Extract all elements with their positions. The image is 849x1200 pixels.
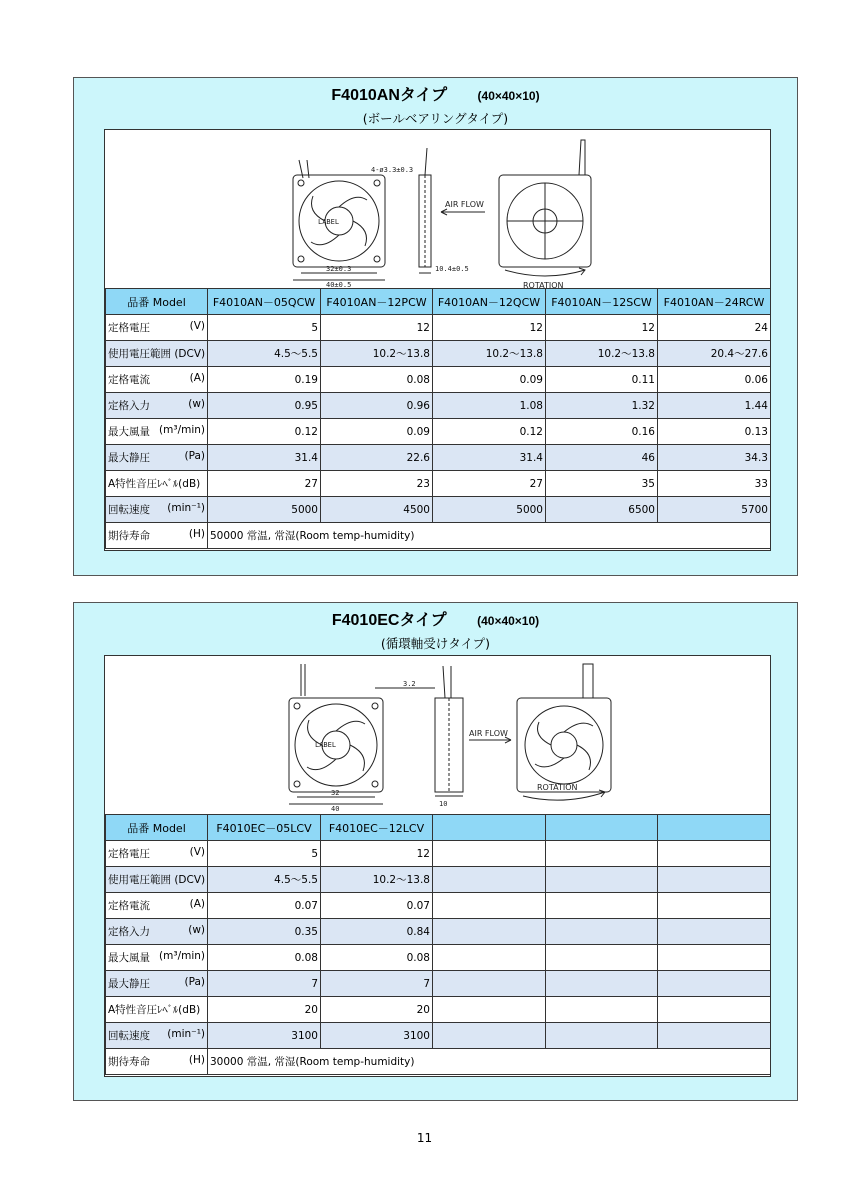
spec-value: 31.4: [208, 445, 321, 471]
fan-back-view: [517, 664, 611, 800]
spec-value: [546, 997, 658, 1023]
spec-value: [658, 971, 771, 997]
max-static-pressure-row: [106, 971, 771, 997]
model-name: F4010EC－05LCV: [208, 815, 321, 841]
voltage-range-row: [106, 867, 771, 893]
product-panel-f4010an: [73, 77, 798, 576]
spec-value: 5000: [208, 497, 321, 523]
spec-value: 12: [546, 315, 658, 341]
max-airflow-row: [106, 419, 771, 445]
model-name: [546, 815, 658, 841]
spec-value: 35: [546, 471, 658, 497]
spec-table: [105, 814, 771, 1075]
thickness-label: 10: [439, 800, 448, 808]
model-header-row: [106, 289, 771, 315]
spec-value: 5: [208, 315, 321, 341]
spec-value: 10.2～13.8: [321, 867, 433, 893]
spec-value: 0.12: [433, 419, 546, 445]
fan-label-text: LABEL: [315, 741, 337, 749]
spec-value: 0.13: [658, 419, 771, 445]
spec-value: [658, 1023, 771, 1049]
model-name: F4010AN－12SCW: [546, 289, 658, 315]
fan-size-label: 40: [331, 805, 340, 813]
row-label: 定格入力 (w): [106, 919, 208, 945]
spec-value: 0.07: [321, 893, 433, 919]
rated-input-row: [106, 919, 771, 945]
spec-value: 23: [321, 471, 433, 497]
spec-value: 20: [321, 997, 433, 1023]
rated-voltage-row: [106, 841, 771, 867]
spec-value: [546, 919, 658, 945]
spec-value: [658, 893, 771, 919]
model-name: F4010AN－24RCW: [658, 289, 771, 315]
model-name: F4010AN－05QCW: [208, 289, 321, 315]
spec-sheet: [104, 655, 771, 1077]
spec-value: [433, 893, 546, 919]
spec-value: 0.11: [546, 367, 658, 393]
product-panel-f4010ec: [73, 602, 798, 1101]
spec-value: 27: [433, 471, 546, 497]
row-label: 使用電圧範囲 (DCV): [106, 341, 208, 367]
product-type-title: F4010ECタイプ: [331, 612, 447, 629]
spec-value: [433, 1023, 546, 1049]
row-label: 最大静圧 (Pa): [106, 445, 208, 471]
rated-current-row: [106, 367, 771, 393]
spec-sheet: [104, 129, 771, 551]
spec-value: [658, 867, 771, 893]
row-label: 期待寿命 (H): [106, 1049, 208, 1075]
row-label: 最大静圧 (Pa): [106, 971, 208, 997]
fan-back-view: [499, 140, 591, 276]
spec-value: 7: [208, 971, 321, 997]
spec-value: 1.08: [433, 393, 546, 419]
product-type-title: F4010ANタイプ: [331, 87, 448, 104]
hole-pitch-label: 32: [331, 789, 340, 797]
bearing-type-subtitle: (ボールベアリングタイプ): [362, 111, 509, 126]
bearing-type-subtitle: (循環軸受けタイプ): [380, 636, 491, 651]
spec-value: 34.3: [658, 445, 771, 471]
panel-title: [74, 82, 797, 105]
row-label: A特性音圧ﾚﾍﾞﾙ(dB): [106, 997, 208, 1023]
spec-value: [546, 867, 658, 893]
model-header-label: 品番 Model: [106, 815, 208, 841]
spec-value: 4500: [321, 497, 433, 523]
air-flow-label: AIR FLOW: [469, 729, 508, 738]
spec-value: 0.06: [658, 367, 771, 393]
max-airflow-row: [106, 945, 771, 971]
spec-value: 0.07: [208, 893, 321, 919]
spec-value: 0.96: [321, 393, 433, 419]
spec-value: 5700: [658, 497, 771, 523]
hole-dimension-label: 4-ø3.3±0.3: [371, 166, 414, 174]
row-label: 定格入力 (w): [106, 393, 208, 419]
spec-value: [433, 971, 546, 997]
row-label: 回転速度 (min⁻¹): [106, 1023, 208, 1049]
spec-value: 46: [546, 445, 658, 471]
spec-value: 1.44: [658, 393, 771, 419]
spec-value: 0.19: [208, 367, 321, 393]
spec-value: 22.6: [321, 445, 433, 471]
expected-life-value: 50000 常温, 常湿(Room temp-humidity): [208, 523, 771, 549]
spec-value: [433, 945, 546, 971]
thickness-label: 10.4±0.5: [435, 265, 469, 273]
spec-value: 7: [321, 971, 433, 997]
rated-voltage-row: [106, 315, 771, 341]
row-label: 定格電圧 (V): [106, 315, 208, 341]
expected-life-row: [106, 1049, 771, 1075]
model-header-label: 品番 Model: [106, 289, 208, 315]
expected-life-row: [106, 523, 771, 549]
row-label: 期待寿命 (H): [106, 523, 208, 549]
model-name: F4010AN－12QCW: [433, 289, 546, 315]
spec-value: 27: [208, 471, 321, 497]
row-label: 定格電流 (A): [106, 367, 208, 393]
spec-value: 33: [658, 471, 771, 497]
spec-value: 0.09: [321, 419, 433, 445]
max-static-pressure-row: [106, 445, 771, 471]
product-dimensions: (40×40×10): [477, 614, 540, 628]
spec-value: 3100: [321, 1023, 433, 1049]
hole-dimension-label: 3.2: [403, 680, 416, 688]
fan-size-label: 40±0.5: [326, 281, 352, 288]
row-label: 最大風量 (m³/min): [106, 419, 208, 445]
row-label: 定格電圧 (V): [106, 841, 208, 867]
fan-dimension-drawing: [105, 130, 770, 288]
noise-level-row: [106, 997, 771, 1023]
page-number: 11: [416, 1131, 433, 1145]
product-dimensions: (40×40×10): [477, 89, 540, 103]
fan-side-view: [419, 148, 485, 273]
rotation-speed-row: [106, 497, 771, 523]
spec-value: 24: [658, 315, 771, 341]
spec-value: 10.2～13.8: [433, 341, 546, 367]
model-name: F4010EC－12LCV: [321, 815, 433, 841]
spec-value: 20.4～27.6: [658, 341, 771, 367]
rated-input-row: [106, 393, 771, 419]
model-name: [433, 815, 546, 841]
spec-value: 12: [321, 315, 433, 341]
rotation-speed-row: [106, 1023, 771, 1049]
spec-value: [546, 1023, 658, 1049]
row-label: 回転速度 (min⁻¹): [106, 497, 208, 523]
spec-value: 4.5～5.5: [208, 867, 321, 893]
spec-value: [546, 893, 658, 919]
model-name: [658, 815, 771, 841]
model-name: F4010AN－12PCW: [321, 289, 433, 315]
spec-value: 0.84: [321, 919, 433, 945]
spec-value: 10.2～13.8: [321, 341, 433, 367]
fan-dimension-drawing: [105, 656, 770, 814]
spec-value: [658, 919, 771, 945]
spec-value: 0.95: [208, 393, 321, 419]
spec-value: [546, 971, 658, 997]
hole-pitch-label: 32±0.3: [326, 265, 352, 273]
spec-value: [433, 997, 546, 1023]
spec-value: 6500: [546, 497, 658, 523]
spec-value: 0.08: [321, 367, 433, 393]
spec-value: 0.12: [208, 419, 321, 445]
spec-value: 0.09: [433, 367, 546, 393]
spec-value: 10.2～13.8: [546, 341, 658, 367]
spec-value: 4.5～5.5: [208, 341, 321, 367]
spec-value: 0.16: [546, 419, 658, 445]
spec-value: 20: [208, 997, 321, 1023]
noise-level-row: [106, 471, 771, 497]
expected-life-value: 30000 常温, 常湿(Room temp-humidity): [208, 1049, 771, 1075]
spec-value: 1.32: [546, 393, 658, 419]
spec-value: [658, 841, 771, 867]
spec-value: 0.08: [321, 945, 433, 971]
spec-value: [546, 841, 658, 867]
row-label: 定格電流 (A): [106, 893, 208, 919]
spec-value: 0.35: [208, 919, 321, 945]
spec-value: [433, 867, 546, 893]
spec-table: [105, 288, 771, 549]
spec-value: [658, 945, 771, 971]
panel-title: [74, 607, 797, 630]
spec-value: 31.4: [433, 445, 546, 471]
spec-value: 12: [433, 315, 546, 341]
spec-value: 0.08: [208, 945, 321, 971]
spec-value: 3100: [208, 1023, 321, 1049]
row-label: 最大風量 (m³/min): [106, 945, 208, 971]
spec-value: [658, 997, 771, 1023]
rotation-label: ROTATION: [523, 281, 564, 288]
row-label: 使用電圧範囲 (DCV): [106, 867, 208, 893]
voltage-range-row: [106, 341, 771, 367]
rotation-label: ROTATION: [537, 783, 578, 792]
rated-current-row: [106, 893, 771, 919]
spec-value: 5: [208, 841, 321, 867]
fan-label-text: LABEL: [318, 218, 340, 226]
spec-value: 5000: [433, 497, 546, 523]
spec-value: [546, 945, 658, 971]
air-flow-label: AIR FLOW: [445, 200, 484, 209]
row-label: A特性音圧ﾚﾍﾞﾙ(dB): [106, 471, 208, 497]
model-header-row: [106, 815, 771, 841]
spec-value: [433, 919, 546, 945]
spec-value: 12: [321, 841, 433, 867]
spec-value: [433, 841, 546, 867]
